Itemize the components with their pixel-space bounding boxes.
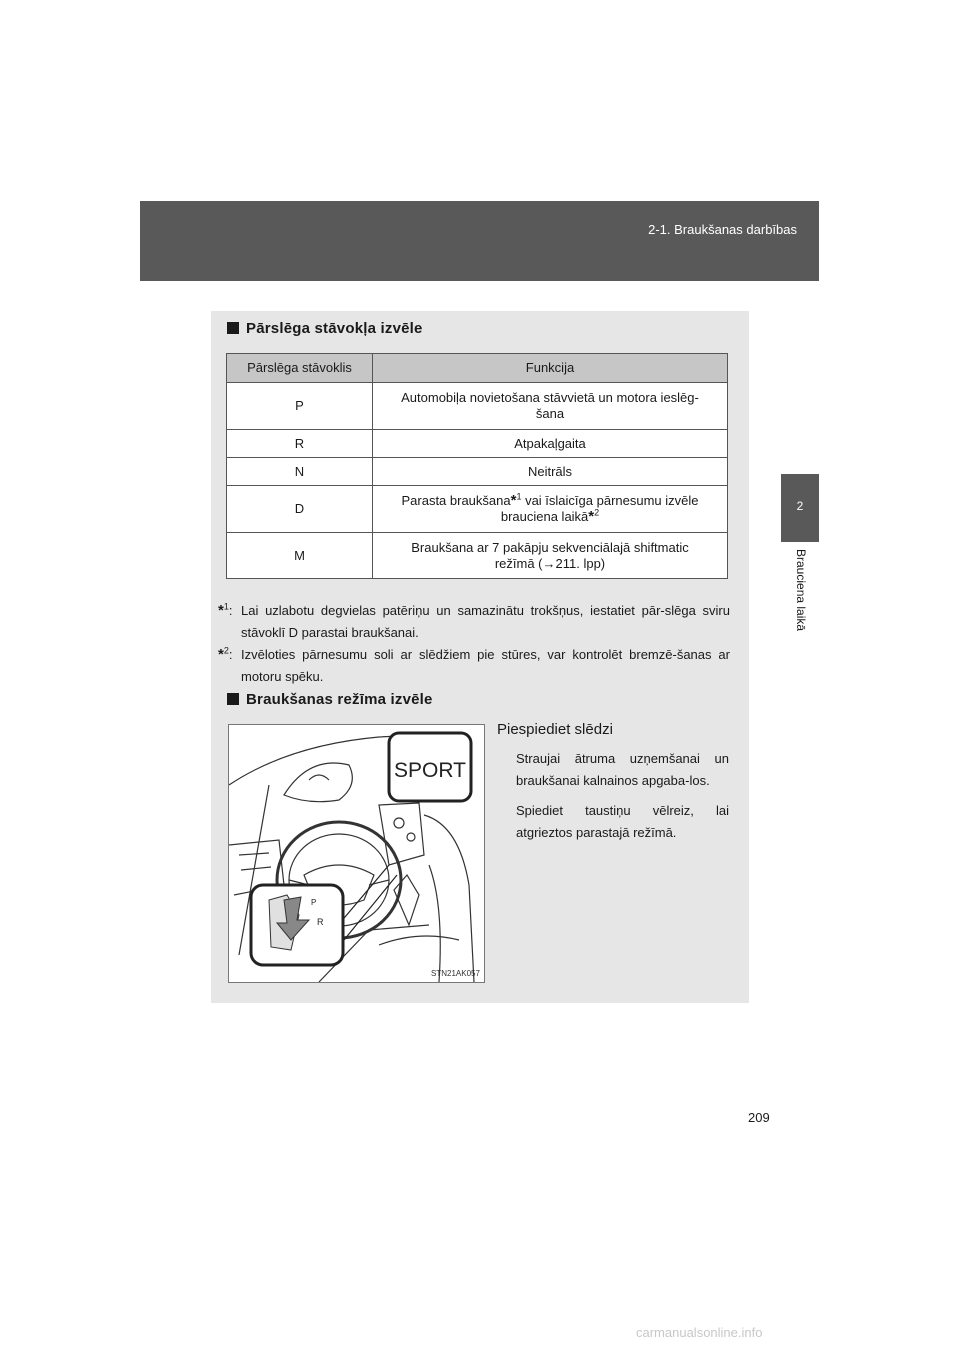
table-cell-position: N: [227, 458, 373, 486]
table-cell-function: [373, 486, 728, 533]
chapter-tab: [781, 474, 819, 542]
table-header-function: Funkcija: [373, 354, 728, 383]
page-number: 209: [748, 1110, 770, 1125]
drive-mode-instructions: [497, 721, 729, 852]
function-line: vai īslaicīga pārnesumu izvēle: [521, 493, 699, 508]
section-heading-text: Braukšanas režīma izvēle: [246, 691, 433, 708]
table-row: [227, 458, 728, 486]
section-heading-drive-mode: [227, 691, 433, 708]
square-bullet-icon: [227, 693, 239, 705]
table-cell-function: Neitrāls: [373, 458, 728, 486]
footnote-ref: 2: [594, 507, 600, 518]
footnote-ref: 1: [516, 491, 522, 502]
table-cell-function: [373, 533, 728, 579]
instruction-paragraph: Straujai ātruma uzņemšanai un braukšanai kalnainos apgaba-los.: [516, 751, 729, 788]
footnote-1: [218, 600, 730, 644]
function-line: režīmā (→211. lpp): [494, 555, 606, 571]
footnote-star: *: [588, 508, 595, 525]
square-bullet-icon: [227, 322, 239, 334]
chapter-side-label-text: Brauciena laikā: [794, 549, 808, 632]
table-cell-position: D: [227, 486, 373, 533]
section-heading-text: Pārslēga stāvokļa izvēle: [246, 320, 423, 337]
table-cell-function: [373, 383, 728, 430]
table-row: [227, 383, 728, 430]
table-header-row: [227, 354, 728, 383]
function-line: šana: [535, 406, 565, 421]
table-cell-position: R: [227, 430, 373, 458]
gear-mark-p: P: [311, 898, 317, 907]
footnote-star: *: [510, 492, 517, 509]
function-line: Automobiļa novietošana stāvvietā un motora ieslēg-: [401, 390, 699, 405]
chapter-number: 2: [796, 499, 804, 513]
gear-detail-callout: [251, 885, 343, 965]
header-band: [140, 201, 819, 281]
gear-mark-r: R: [317, 917, 324, 927]
table-cell-position: P: [227, 383, 373, 430]
footnote-text: Izvēloties pārnesumu soli ar slēdžiem pie stūres, var kontrolēt bremzē-šanas ar motoru spēku.: [241, 647, 730, 684]
car-interior-drawing: [229, 725, 484, 982]
sport-button-label: SPORT: [394, 759, 466, 782]
chapter-side-label: [786, 549, 816, 659]
table-row: [227, 430, 728, 458]
instruction-title: Piespiediet slēdzi: [497, 721, 613, 738]
table-header-position: Pārslēga stāvoklis: [227, 354, 373, 383]
instruction-paragraph: Spiediet taustiņu vēlreiz, lai atgrieztos parastajā režīmā.: [516, 803, 729, 840]
sport-switch-illustration: [228, 724, 485, 983]
table-cell-function: Atpakaļgaita: [373, 430, 728, 458]
footnote-2: [218, 644, 730, 688]
shift-position-table: [226, 353, 728, 579]
chapter-title: 2-1. Braukšanas darbības: [648, 222, 797, 237]
function-line: Braukšana ar 7 pakāpju sekvenciālajā shiftmatic: [411, 539, 689, 555]
footnote-marker: *$^1$:: [218, 601, 233, 619]
section-heading-shift-position: [227, 320, 423, 337]
table-cell-position: M: [227, 533, 373, 579]
footnote-marker: *$^2$:: [218, 645, 233, 663]
table-row: [227, 533, 728, 579]
illustration-code: STN21AK057: [431, 969, 480, 978]
table-row: [227, 486, 728, 533]
footnote-text: Lai uzlabotu degvielas patēriņu un samazinātu trokšņus, iestatiet pār-slēga sviru stāvoklī D parastai braukšanai.: [241, 603, 730, 640]
watermark: carmanualsonline.info: [636, 1325, 763, 1340]
function-line: brauciena laikā: [500, 509, 589, 524]
function-line: Parasta braukšana: [401, 493, 511, 508]
sport-button-callout: [389, 733, 471, 801]
